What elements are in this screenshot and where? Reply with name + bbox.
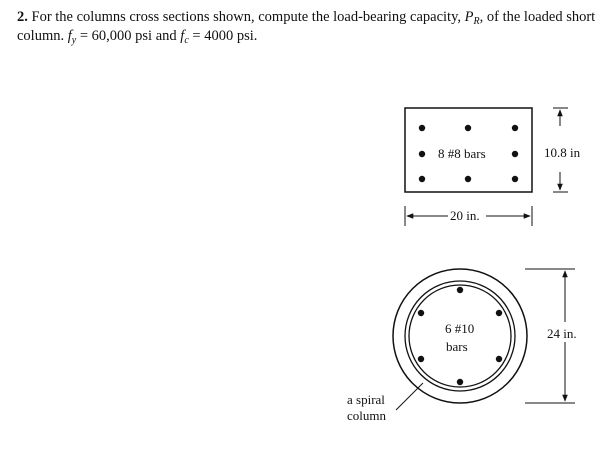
fy-symbol: f bbox=[67, 28, 72, 44]
fc-value: = 4000 psi. bbox=[188, 28, 258, 44]
fc-symbol: f bbox=[180, 28, 185, 44]
rebar-dot bbox=[419, 151, 425, 157]
pr-subscript: R bbox=[473, 16, 480, 27]
rebar-dot bbox=[418, 356, 424, 362]
fy-value: = 60,000 psi and bbox=[76, 28, 181, 44]
problem-text-intro: For the columns cross sections shown, compute the load-bearing capacity, bbox=[27, 9, 465, 25]
spiral-outer-line bbox=[405, 281, 515, 391]
spiral-inner-line bbox=[409, 285, 511, 387]
rebar-dot bbox=[496, 310, 502, 316]
problem-number: 2. bbox=[17, 9, 28, 25]
rebar-dot bbox=[465, 125, 471, 131]
spiral-leader-line bbox=[396, 383, 423, 410]
rebar-dot bbox=[457, 379, 463, 385]
rebar-dot bbox=[512, 176, 518, 182]
spiral-label-line2: column bbox=[347, 408, 386, 423]
rebar-dot bbox=[512, 151, 518, 157]
spiral-label-line1: a spiral bbox=[347, 392, 385, 407]
rebar-dot bbox=[419, 176, 425, 182]
rebar-dot bbox=[457, 287, 463, 293]
rect-width-label: 20 in. bbox=[450, 208, 480, 223]
problem-text-mid: , of the loaded short column. bbox=[17, 9, 596, 44]
circular-column bbox=[347, 269, 577, 423]
circ-bars-label-line2: bars bbox=[446, 339, 468, 354]
circ-diameter-label: 24 in. bbox=[547, 326, 577, 341]
rebar-dot bbox=[418, 310, 424, 316]
fc-subscript: c bbox=[184, 35, 189, 46]
rebar-dot bbox=[496, 356, 502, 362]
rebar-dot bbox=[512, 125, 518, 131]
circ-rebar-group bbox=[418, 287, 502, 385]
rectangular-column bbox=[405, 108, 581, 226]
rect-bars-label: 8 #8 bars bbox=[438, 146, 486, 161]
pr-symbol: P bbox=[464, 9, 474, 25]
fy-subscript: y bbox=[71, 35, 77, 46]
rebar-dot bbox=[465, 176, 471, 182]
circ-bars-label-line1: 6 #10 bbox=[445, 321, 475, 336]
rebar-dot bbox=[419, 125, 425, 131]
rect-height-label: 10.8 in bbox=[544, 145, 581, 160]
